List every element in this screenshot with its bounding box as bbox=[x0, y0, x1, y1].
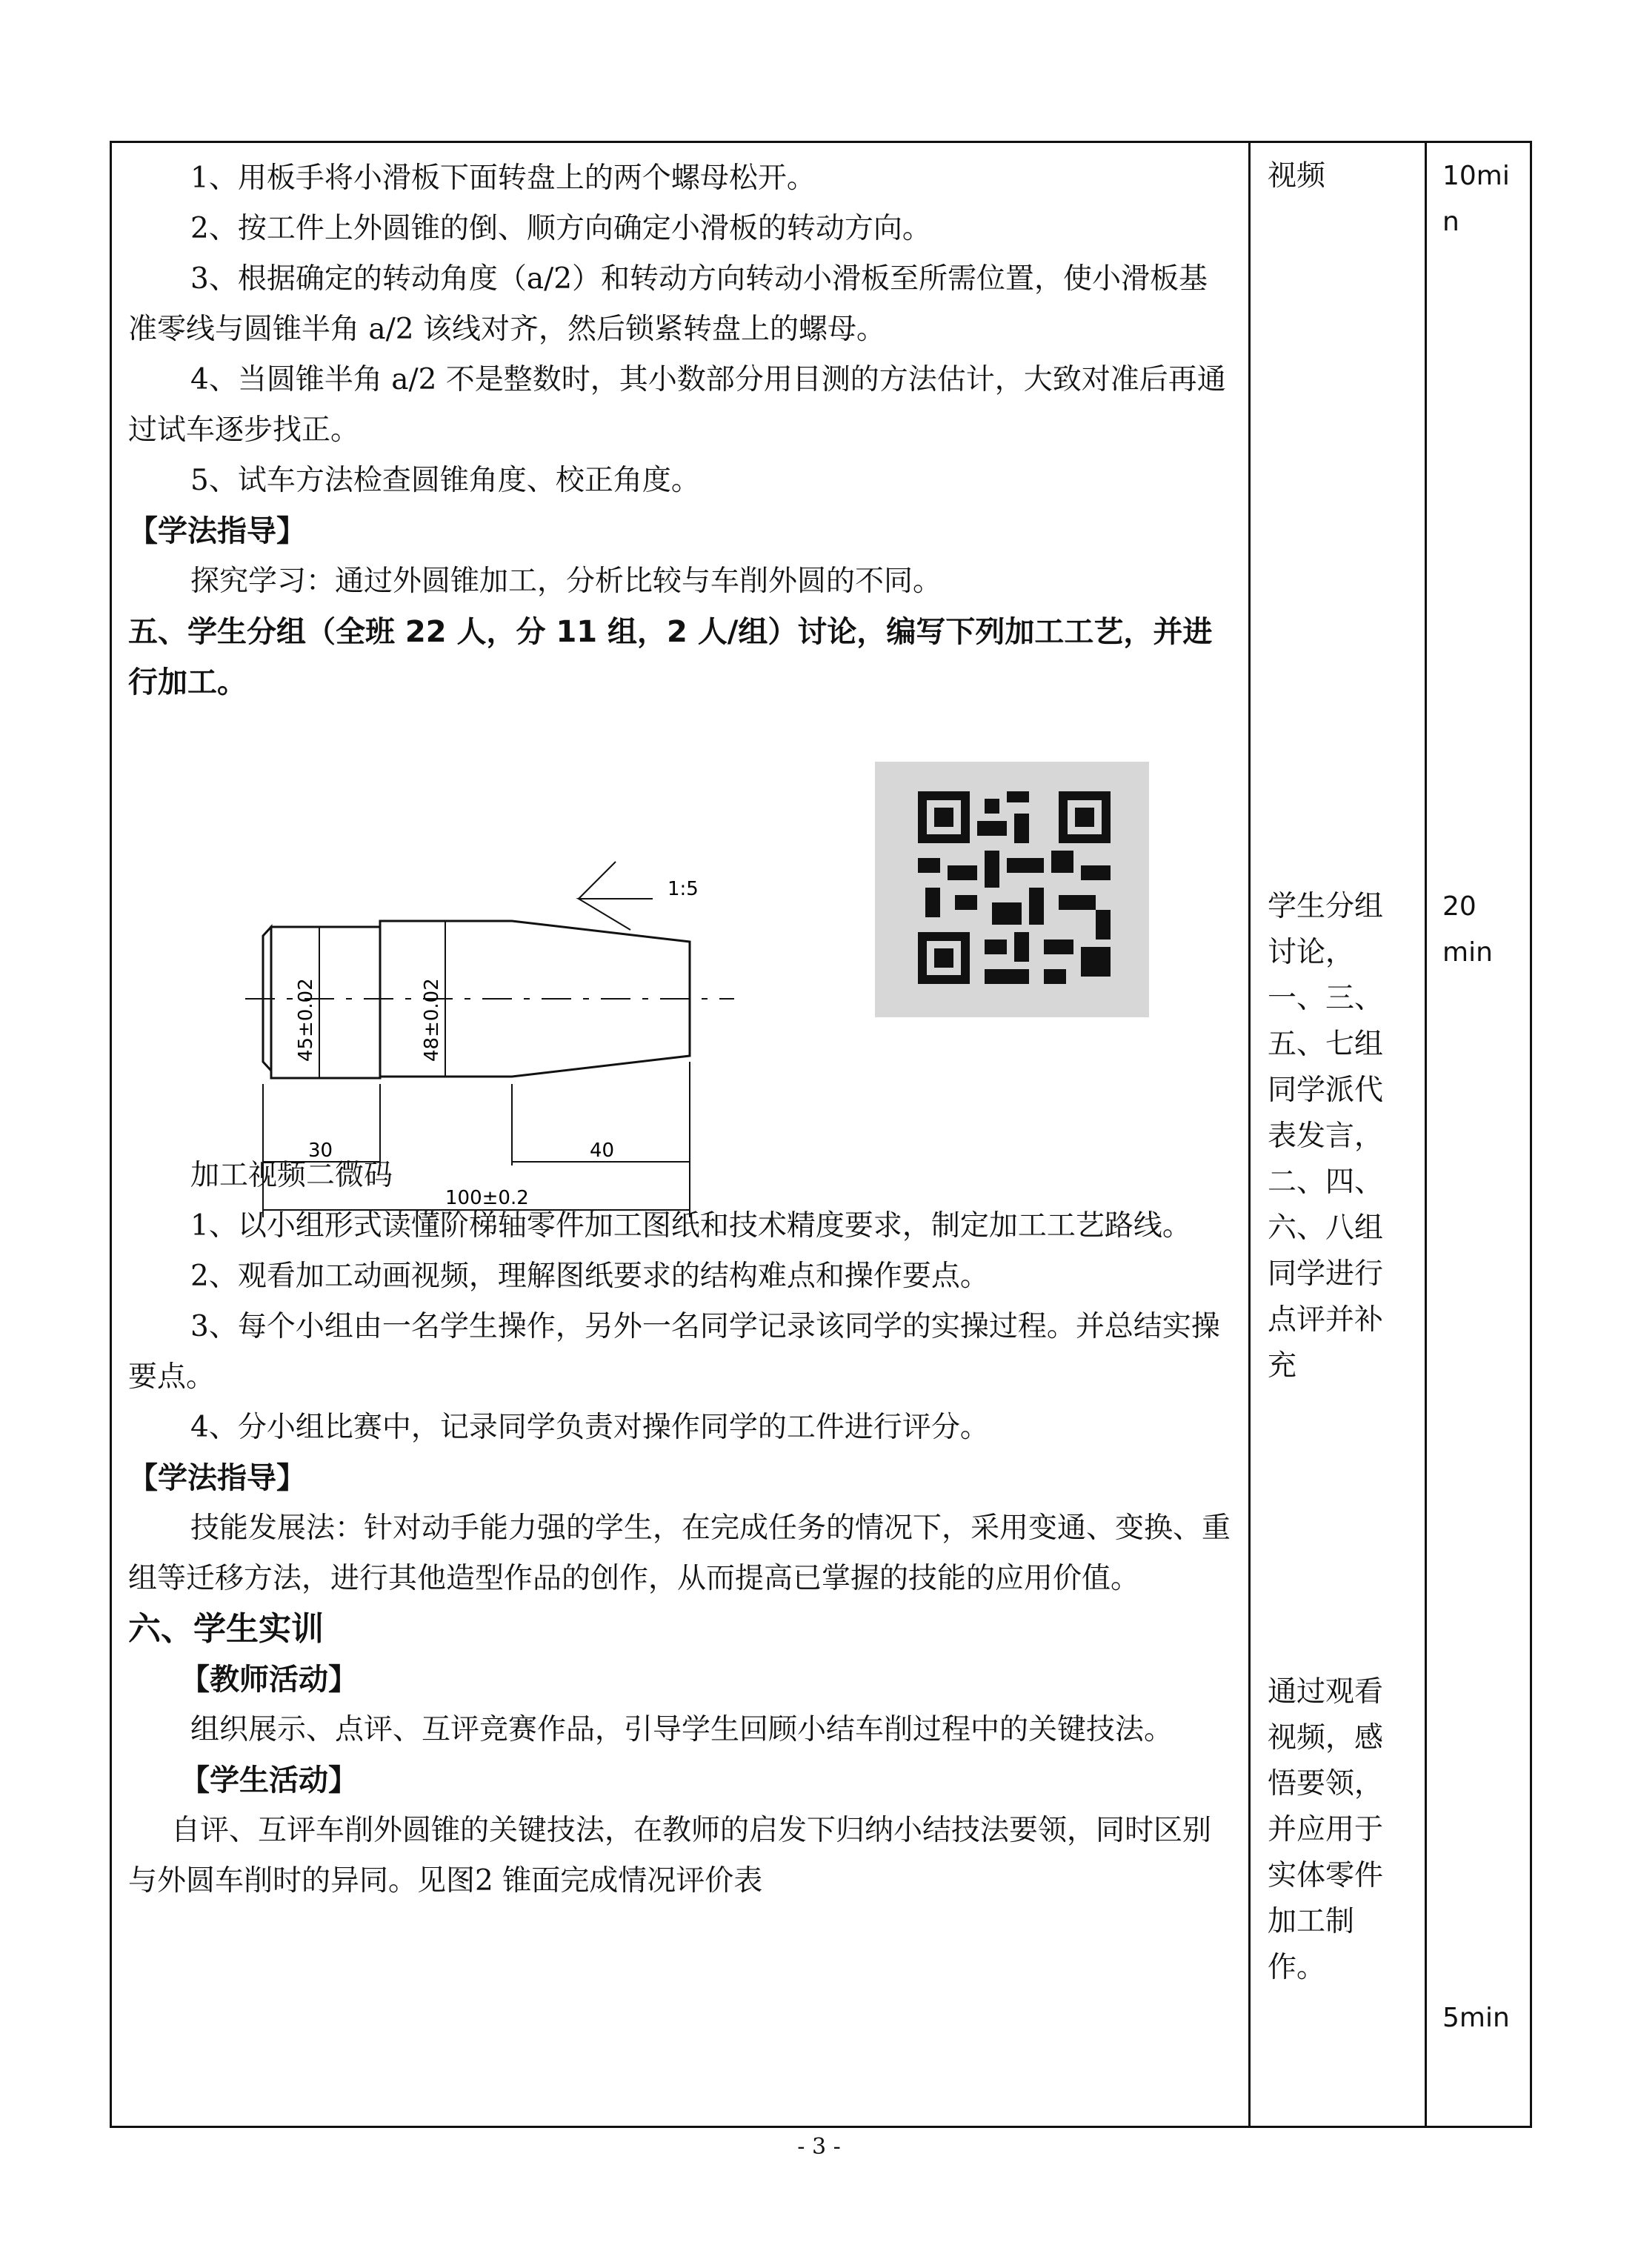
teacher-activity-title: 【教师活动】 bbox=[180, 1663, 358, 1697]
diameter-1-label: 45±0.02 bbox=[295, 978, 317, 1062]
lesson-table bbox=[110, 141, 1532, 2128]
step-a-3: 3、根据确定的转动角度（a/2）和转动方向转动小滑板至所需位置，使小滑板基准零线与圆锥半角 a/2 该线对齐，然后锁紧转盘上的螺母。 bbox=[128, 262, 1208, 346]
student-activity-title: 【学生活动】 bbox=[180, 1763, 358, 1798]
length-1-label: 30 bbox=[308, 1140, 333, 1162]
guide-title-2: 【学法指导】 bbox=[128, 1461, 306, 1495]
section-5-title: 五、学生分组（全班 22 人，分 11 组，2 人/组）讨论，编写下列加工工艺，并进行加工。 bbox=[128, 615, 1213, 699]
media-cell-1: 视频 bbox=[1268, 159, 1326, 193]
step-a-1: 1、用板手将小滑板下面转盘上的两个螺母松开。 bbox=[190, 162, 816, 195]
column-divider-1 bbox=[1248, 143, 1251, 2126]
guide-title-1: 【学法指导】 bbox=[128, 514, 306, 548]
taper-label: 1:5 bbox=[667, 878, 699, 900]
media-cell-2: 学生分组讨论，一、三、五、七组同学派代表发言，二、四、六、八组同学进行点评并补充 bbox=[1268, 890, 1384, 1383]
page-number: - 3 - bbox=[797, 2134, 841, 2160]
step-a-5: 5、试车方法检查圆锥角度、校正角度。 bbox=[190, 464, 700, 497]
time-cell-3: 5min bbox=[1442, 2003, 1510, 2033]
step-a-4: 4、当圆锥半角 a/2 不是整数时，其小数部分用目测的方法估计，大致对准后再通过试车逐步找正。 bbox=[128, 363, 1226, 447]
main-content-lower bbox=[128, 1151, 1232, 1906]
guide-text-1: 探究学习：通过外圆锥加工，分析比较与车削外圆的不同。 bbox=[190, 565, 942, 598]
media-cell-3: 通过观看视频，感悟要领，并应用于实体零件加工制作。 bbox=[1268, 1675, 1384, 1984]
diameter-2-label: 48±0.02 bbox=[421, 978, 443, 1062]
length-2-label: 40 bbox=[590, 1140, 615, 1162]
section-6-title: 六、学生实训 bbox=[128, 1610, 324, 1648]
total-length-label: 100±0.2 bbox=[445, 1187, 529, 1209]
time-cell-1: 10min bbox=[1442, 161, 1510, 237]
step-b-4: 4、分小组比赛中，记录同学负责对操作同学的工件进行评分。 bbox=[190, 1411, 989, 1444]
time-cell-2: 20 min bbox=[1442, 891, 1493, 968]
step-a-2: 2、按工件上外圆锥的倒、顺方向确定小滑板的转动方向。 bbox=[190, 212, 931, 245]
step-b-1: 1、以小组形式读懂阶梯轴零件加工图纸和技术精度要求，制定加工工艺路线。 bbox=[190, 1209, 1191, 1243]
student-activity-text: 自评、互评车削外圆锥的关键技法，在教师的启发下归纳小结技法要领，同时区别与外圆车削时的异同。见图2 锥面完成情况评价表 bbox=[128, 1814, 1212, 1898]
qr-code-image bbox=[875, 762, 1149, 1017]
main-content bbox=[128, 143, 1232, 708]
qr-caption: 加工视频二微码 bbox=[190, 1159, 393, 1192]
step-b-2: 2、观看加工动画视频，理解图纸要求的结构难点和操作要点。 bbox=[190, 1260, 989, 1293]
guide-text-2: 技能发展法：针对动手能力强的学生，在完成任务的情况下，采用变通、变换、重组等迁移方法，进行其他造型作品的创作，从而提高已掌握的技能的应用价值。 bbox=[128, 1512, 1231, 1595]
teacher-activity-text: 组织展示、点评、互评竞赛作品，引导学生回顾小结车削过程中的关键技法。 bbox=[190, 1713, 1173, 1746]
step-b-3: 3、每个小组由一名学生操作，另外一名同学记录该同学的实操过程。并总结实操要点。 bbox=[128, 1310, 1220, 1394]
column-divider-2 bbox=[1425, 143, 1427, 2126]
